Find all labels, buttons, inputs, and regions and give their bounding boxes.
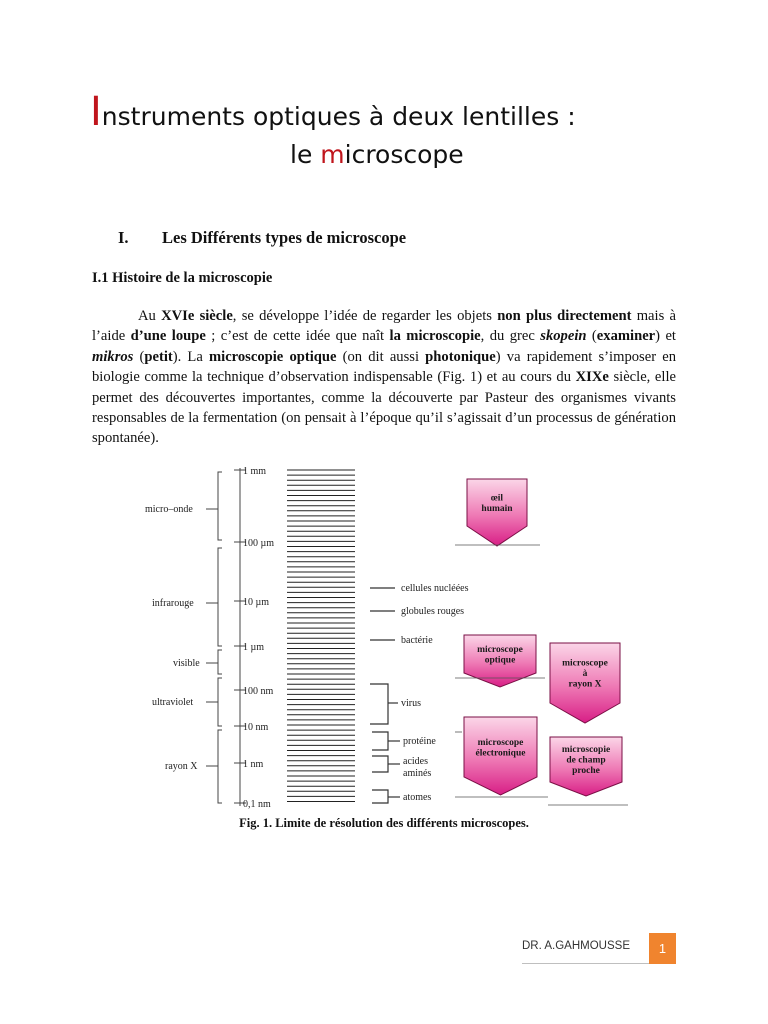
paragraph-run: siècle, elle permet des découvertes importantes, comme la découverte par Pasteur des organismes vivants responsables de la fermentation (on pensait à l’époque qu’il s’agissait d’un processus de génération spontanée). bbox=[92, 369, 676, 447]
amino-bracket bbox=[372, 756, 388, 772]
paragraph-run: , du grec bbox=[480, 328, 541, 345]
atom-bracket bbox=[372, 790, 388, 803]
band-bracket bbox=[218, 472, 222, 540]
scale-label: 1 mm bbox=[243, 466, 267, 477]
instrument-label: microscopie bbox=[561, 745, 611, 755]
band-label: infrarouge bbox=[152, 598, 194, 609]
object-label: aminés bbox=[403, 768, 432, 779]
scale-label: 1 µm bbox=[243, 642, 265, 653]
scale-label: 0,1 nm bbox=[243, 799, 271, 810]
band-label: rayon X bbox=[165, 761, 198, 772]
paragraph-run: d’une loupe bbox=[130, 328, 206, 345]
band-bracket bbox=[218, 650, 222, 674]
paragraph-run: XIXe bbox=[575, 369, 609, 386]
figure-caption: Fig. 1. Limite de résolution des différents microscopes. bbox=[239, 816, 529, 830]
title-initial: I bbox=[90, 89, 102, 135]
instrument-label: rayon X bbox=[568, 679, 602, 690]
instrument-label: proche bbox=[572, 766, 600, 776]
instrument-label: à bbox=[582, 669, 588, 679]
object-label: globules rouges bbox=[401, 606, 465, 617]
instrument-markers bbox=[455, 479, 628, 805]
paragraph-run: petit bbox=[144, 348, 173, 365]
object-markers bbox=[370, 583, 469, 803]
object-label: protéine bbox=[403, 736, 436, 747]
instrument-label: microscope bbox=[477, 644, 523, 655]
virus-bracket bbox=[370, 684, 388, 724]
paragraph-run: mikros bbox=[92, 348, 134, 365]
paragraph-run: examiner bbox=[596, 328, 656, 345]
instrument-label: électronique bbox=[475, 748, 526, 759]
paragraph-run: XVIe siècle bbox=[161, 308, 233, 324]
instrument-label: humain bbox=[481, 503, 513, 514]
protein-bracket bbox=[372, 732, 388, 750]
band-bracket bbox=[218, 730, 222, 803]
footer-author: DR. A.GAHMOUSSE bbox=[522, 940, 630, 952]
instrument-label: optique bbox=[484, 655, 516, 666]
title-line-2-a: le bbox=[290, 140, 321, 169]
scale-label: 1 nm bbox=[243, 759, 264, 770]
object-label: virus bbox=[401, 698, 421, 709]
paragraph-run: ) va rapidement s’imposer en biologie comme la technique d’observation indispensable (Fig. 1) et au cours du bbox=[92, 348, 676, 386]
title-line-1-text: nstruments optiques à deux lentilles : bbox=[101, 102, 576, 131]
band-label: micro–onde bbox=[145, 504, 193, 515]
object-label: cellules nucléées bbox=[401, 583, 469, 594]
title-line-2-b: icroscope bbox=[344, 140, 464, 169]
paragraph-run: ). La bbox=[172, 348, 209, 365]
paragraph-run: photonique bbox=[425, 348, 496, 365]
instrument-label: microscope bbox=[562, 658, 608, 669]
paragraph-run: ( bbox=[133, 348, 145, 365]
subsection-heading: I.1 Histoire de la microscopie bbox=[92, 270, 273, 286]
paragraph-run: la microscopie bbox=[389, 328, 481, 345]
paragraph-run: Au bbox=[138, 308, 162, 324]
instrument-label: de champ bbox=[566, 755, 606, 766]
section-title: Les Différents types de microscope bbox=[162, 228, 407, 247]
footer-divider bbox=[522, 963, 650, 964]
scale-label: 10 nm bbox=[243, 722, 269, 733]
paragraph-run: microscopie optique bbox=[208, 348, 337, 365]
paragraph-run: (on dit aussi bbox=[336, 348, 426, 365]
page-number-box: 1 bbox=[649, 933, 676, 964]
band-bracket bbox=[218, 548, 222, 646]
section-number: I. bbox=[118, 228, 129, 247]
band-label: visible bbox=[173, 658, 200, 669]
band-bracket bbox=[218, 678, 222, 726]
scale-label: 10 µm bbox=[243, 597, 270, 608]
paragraph-run: skopein bbox=[540, 328, 587, 345]
paragraph-run: non plus directement bbox=[497, 308, 632, 324]
scale-label: 100 nm bbox=[243, 686, 274, 697]
paragraph-run: , se développe l’idée de regarder les objets bbox=[232, 308, 498, 324]
paragraph-run: ( bbox=[586, 328, 597, 345]
paragraph-run: ; c’est de cette idée que naît bbox=[205, 328, 390, 345]
object-label: atomes bbox=[403, 792, 432, 803]
scale-label: 100 µm bbox=[243, 538, 275, 549]
instrument-label: œil bbox=[490, 493, 504, 504]
spectrum-bands bbox=[145, 472, 222, 803]
scale-ruler bbox=[240, 468, 355, 806]
object-label: acides bbox=[403, 756, 428, 767]
object-label: bactérie bbox=[401, 635, 433, 646]
band-label: ultraviolet bbox=[152, 697, 194, 708]
title-line-2-red: m bbox=[320, 140, 345, 169]
paragraph-run: mais à l’aide bbox=[92, 308, 676, 345]
paragraph-run: ) et bbox=[655, 328, 676, 345]
instrument-label: microscope bbox=[477, 737, 524, 748]
